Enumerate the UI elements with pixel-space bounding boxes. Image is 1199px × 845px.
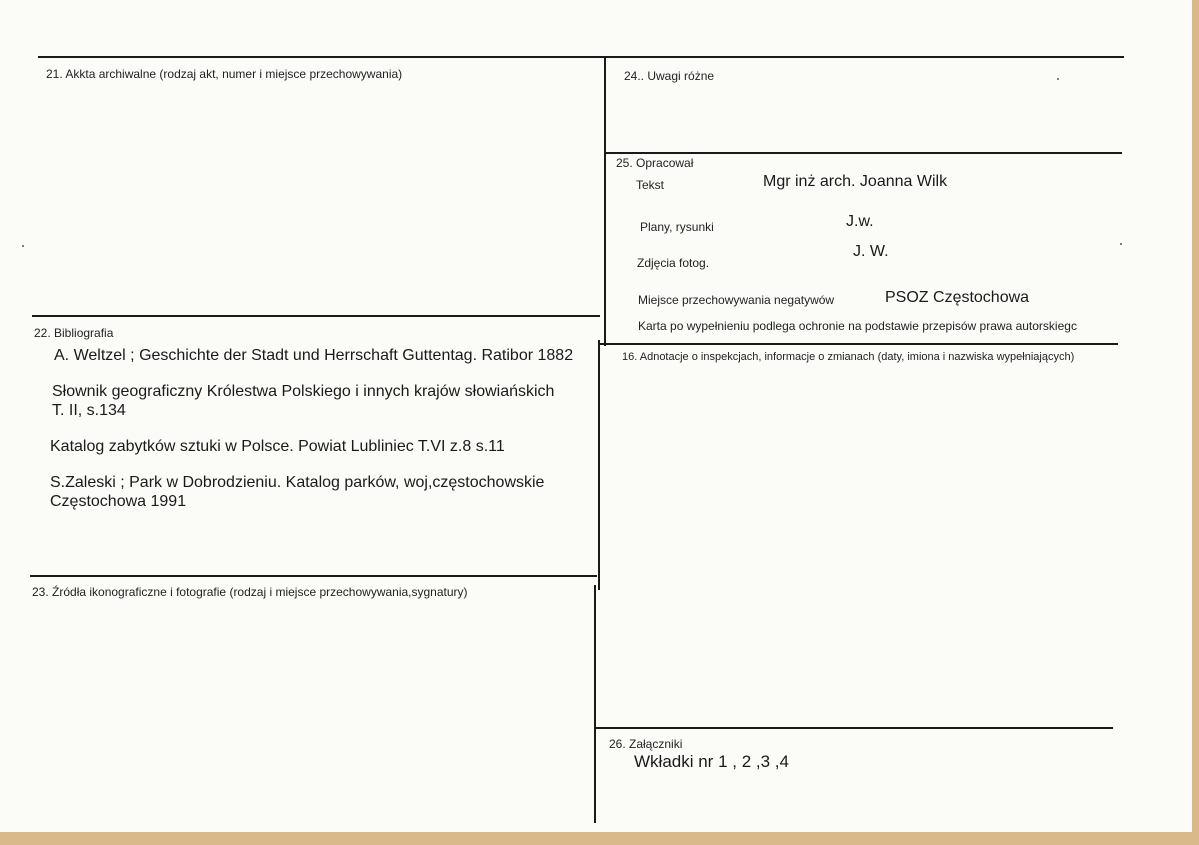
section-21-22-divider xyxy=(32,315,600,317)
paper-speck xyxy=(1120,243,1122,245)
plany-label: Plany, rysunki xyxy=(640,220,714,234)
bibliography-list xyxy=(50,346,610,528)
bibliography-entry: Słownik geograficzny Królestwa Polskiego i innych krajów słowiańskich T. II, s.134 xyxy=(52,383,555,419)
paper-speck xyxy=(22,245,24,247)
section-21-label: 21. Akkta archiwalne (rodzaj akt, numer i miejsce przechowywania) xyxy=(46,67,403,81)
section-25-16-divider xyxy=(600,343,1118,345)
bibliography-entry: S.Zaleski ; Park w Dobrodzieniu. Katalog parków, woj,częstochowskie Częstochowa 1991 xyxy=(50,474,545,510)
section-26-label: 26. Załączniki xyxy=(609,737,683,751)
section-24-label: 24.. Uwagi różne xyxy=(624,69,715,83)
top-rule xyxy=(38,56,1124,58)
section-16-26-divider xyxy=(596,727,1113,729)
section-25-label: 25. Opracował xyxy=(616,156,694,170)
section-16-label: 16. Adnotacje o inspekcjach, informacje o zmianach (daty, imiona i nazwiska wypełniających) xyxy=(622,351,1075,363)
copyright-note: Karta po wypełnieniu podlega ochronie na podstawie przepisów prawa autorskiegc xyxy=(638,319,1077,333)
center-vertical-lower xyxy=(594,585,596,823)
bibliography-entry: A. Weltzel ; Geschichte der Stadt und Herrschaft Guttentag. Ratibor 1882 xyxy=(54,347,574,364)
tekst-value: Mgr inż arch. Joanna Wilk xyxy=(763,173,948,190)
section-23-label: 23. Źródła ikonograficzne i fotografie (rodzaj i miejsce przechowywania,sygnatury) xyxy=(32,585,468,599)
tekst-label: Tekst xyxy=(636,178,665,192)
plany-value: J.w. xyxy=(846,213,874,230)
section-22-label: 22. Bibliografia xyxy=(34,326,114,340)
section-22-23-divider xyxy=(30,575,597,577)
attachments-value: Wkładki nr 1 , 2 ,3 ,4 xyxy=(634,752,789,771)
section-24-25-divider xyxy=(604,152,1122,154)
center-vertical-upper xyxy=(604,56,606,346)
miejsce-label: Miejsce przechowywania negatywów xyxy=(638,293,835,307)
zdjecia-value: J. W. xyxy=(853,243,889,260)
bibliography-entry: Katalog zabytków sztuki w Polsce. Powiat Lubliniec T.VI z.8 s.11 xyxy=(50,438,505,455)
stray-mark xyxy=(1057,78,1059,80)
miejsce-value: PSOZ Częstochowa xyxy=(885,289,1030,306)
zdjecia-label: Zdjęcia fotog. xyxy=(637,256,710,270)
